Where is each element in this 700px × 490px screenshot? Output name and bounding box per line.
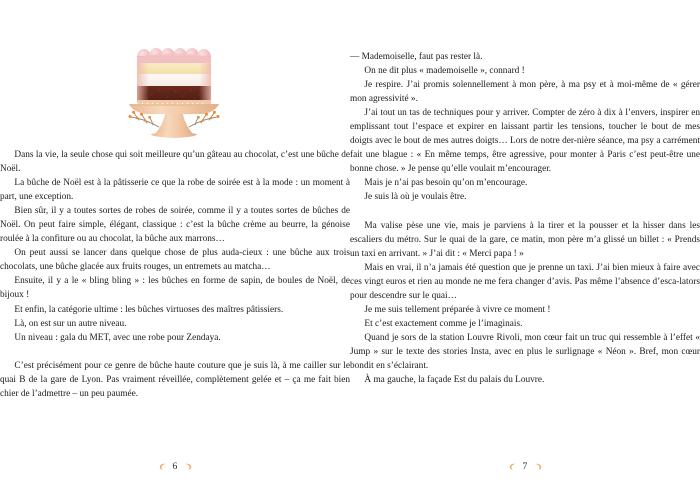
left-page-body xyxy=(0,148,350,401)
paragraph: Et enfin, la catégorie ultime : les bûches virtuoses des maîtres pâtissiers. xyxy=(14,304,284,315)
leaf-ornament-left-icon xyxy=(158,462,167,471)
cake-stand xyxy=(129,104,219,138)
leaf-ornament-left-icon xyxy=(508,462,517,471)
paragraph: — Mademoiselle, faut pas rester là. xyxy=(350,52,483,62)
page-right xyxy=(350,0,700,490)
paragraph: Mais je n’ai pas besoin qu’on m’encourage. xyxy=(364,178,528,189)
paragraph: À ma gauche, la façade Est du palais du Louvre. xyxy=(364,375,545,386)
right-page-body xyxy=(350,50,700,387)
page-number: 7 xyxy=(522,461,528,472)
folio-left xyxy=(0,461,350,472)
folio-right xyxy=(350,461,700,472)
paragraph: Ensuite, il y a le « bling bling » : les bûches en forme de sapin, de boules de Noël, de bijoux ! xyxy=(0,276,350,301)
paragraph: Je suis là où je voulais être. xyxy=(364,192,467,203)
paragraph: Ma valise pèse une vie, mais je parviens à la tirer et la pousser et la hisser dans les escaliers du métro. Sur le quai de la gare, ce matin, mon père m’a glissé un billet : « Prends un taxi en arrivant. » J’ai dit : « Merci papa ! » xyxy=(350,220,700,259)
paragraph: Un niveau : gala du MET, avec une robe pour Zendaya. xyxy=(14,332,221,343)
paragraph: J’ai tout un tas de techniques pour y arriver. Compter de zéro à dix à l’envers, inspirer en emplissant tout l’espace et expirer en laissant partir les tensions, toucher le bout de mes doigts avec le bout de mes autres doigts… Lors de notre der-nière séance, ma psy a carrément fait une blague : « En même temps, être agressive, pour monter à Paris c’est peut-être une bonne chose. » Je pense qu’elle voulait m’encourager. xyxy=(350,108,700,175)
paragraph: On peut aussi se lancer dans quelque chose de plus auda-cieux : une bûche aux trois chocolats, une bûche glacée aux fruits rouges, un entremets au matcha… xyxy=(0,248,350,273)
paragraph: Et c’est exactement comme je l’imaginais. xyxy=(364,318,523,329)
leaf-ornament-right-icon xyxy=(534,462,543,471)
paragraph: On ne dit plus « mademoiselle », connard ! xyxy=(364,66,525,77)
paragraph: Mais en vrai, il n’a jamais été question que je prenne un taxi. J’ai bien mieux à faire avec ces vingt euros et rien au monde ne me fera changer d’avis. Pas même l’absence d’esca-lators pour descendre sur le quai… xyxy=(350,262,700,301)
paragraph: La bûche de Noël est à la pâtisserie ce que la robe de soirée est à la mode : un moment à part, une exception. xyxy=(0,178,350,203)
cake-illustration xyxy=(0,40,350,145)
page-number: 6 xyxy=(172,461,178,472)
paragraph: C’est précisément pour ce genre de bûche haute couture que je suis là, à me cailler sur le quai B de la gare de Lyon. Pas vraiment réveillée, complètement gelée et – ça me fait bien chier de l’admettre – un peu paumée. xyxy=(0,360,350,399)
paragraph: Je me suis tellement préparée à vivre ce moment ! xyxy=(364,304,551,315)
paragraph: Bien sûr, il y a toutes sortes de robes de soirée, comme il y a toutes sortes de bûches de Noël. On peut faire simple, élégant, classique : c’est la bûche crème au beurre, la génoise roulée à la confiture ou au chocolat, la bûche aux marrons… xyxy=(0,206,350,245)
paragraph: Je respire. J’ai promis solennellement à mon père, à ma psy et à moi-même de « gérer mon agressivité ». xyxy=(350,80,700,105)
leaf-ornament-right-icon xyxy=(184,462,193,471)
paragraph: Quand je sors de la station Louvre Rivoli, mon cœur fait un truc qui ressemble à l’effet « Jump » sur le texte des stories Insta, avec en plus le surlignage « Néon ». Bref, mon cœur bondit en s’éclairant. xyxy=(350,332,700,372)
layered-cake-on-stand-icon xyxy=(111,45,239,145)
paragraph: Dans la vie, la seule chose qui soit meilleure qu’un gâteau au chocolat, c’est une bûche de Noël. xyxy=(0,150,350,175)
cake-rosettes-group xyxy=(137,48,211,65)
paragraph: Là, on est sur un autre niveau. xyxy=(14,318,127,329)
